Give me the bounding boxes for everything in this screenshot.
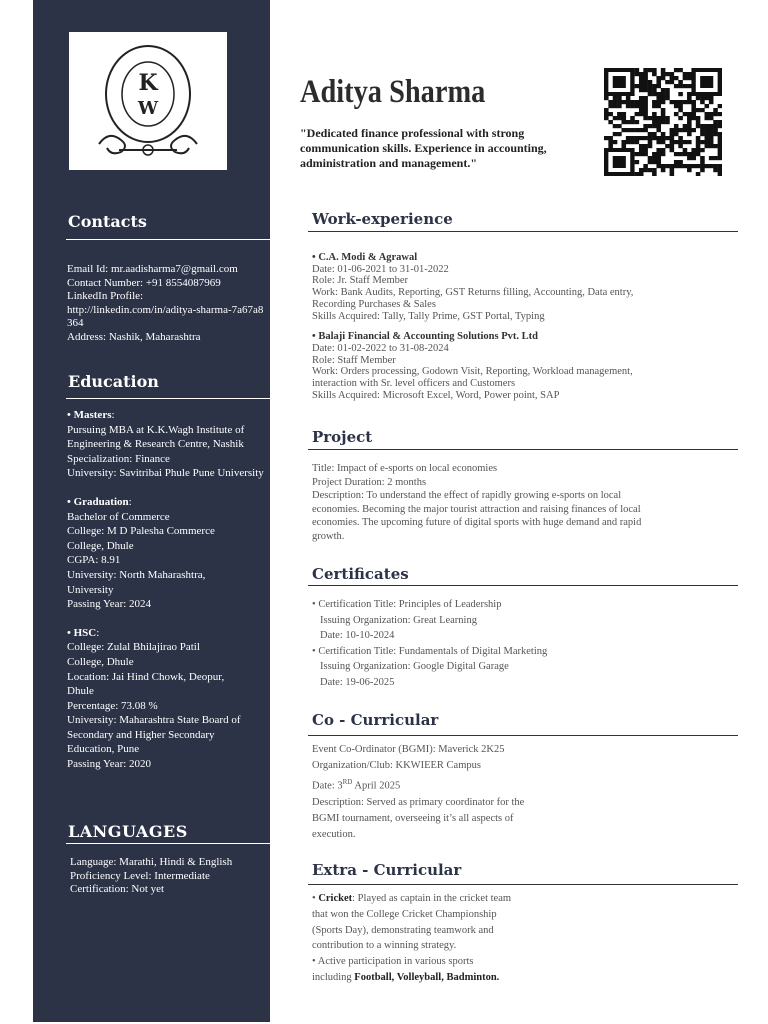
- work-heading: Work-experience: [312, 210, 453, 228]
- degree-title: Graduation: [73, 495, 129, 508]
- job-work: Work: Bank Audits, Reporting, GST Returns filling, Accounting, Data entry, Recording Purchases & Sales: [312, 287, 634, 310]
- certificates-heading: Certificates: [312, 565, 409, 583]
- org-text: Organization/Club: KKWIEER Campus: [312, 760, 481, 771]
- cocurricular-divider: [308, 735, 738, 736]
- edu-line: University: Maharashtra State Board of Secondary and Higher Secondary Education, Pune: [67, 714, 241, 756]
- event-date: Date: 3RD April 2025: [312, 778, 401, 792]
- language-line: Proficiency Level: Intermediate: [70, 869, 210, 882]
- event-description: Description: Served as primary coordinator for the BGMI tournament, overseeing it’s all aspects of execution.: [312, 796, 525, 840]
- edu-line: Specialization: Finance: [67, 452, 170, 465]
- cocurricular-block: [312, 742, 552, 843]
- degree-title: HSC: [73, 626, 97, 639]
- email-text: Email Id: mr.aadisharma7@gmail.com: [67, 263, 238, 275]
- profile-tagline: "Dedicated finance professional with strong communication skills. Experience in accounting, administration and management.": [300, 126, 547, 170]
- project-block: [312, 462, 662, 543]
- job-work: Work: Orders processing, Godown Visit, Reporting, Workload management, interaction with Sr. level officers and Customers: [312, 366, 633, 390]
- sports-list: Football, Volleyball, Badminton.: [354, 971, 500, 983]
- edu-line: Passing Year: 2020: [67, 758, 152, 771]
- edu-line: University: North Maharashtra, University: [67, 568, 206, 596]
- cert-date: Date: 19-06-2025: [320, 676, 395, 688]
- linkedin-link[interactable]: http://linkedin.com/in/aditya-sharma-7a67a8364: [67, 303, 264, 329]
- contacts-divider: [66, 239, 270, 240]
- svg-text:K: K: [138, 70, 158, 96]
- edu-line: University: Savitribai Phule Pune University: [67, 467, 264, 480]
- cert-date: Date: 10-10-2024: [320, 630, 395, 641]
- cert-title: Certification Title: Fundamentals of Digital Marketing: [318, 645, 548, 657]
- language-line: Certification: Not yet: [70, 883, 165, 895]
- work-block: [312, 252, 732, 410]
- edu-line: Location: Jai Hind Chowk, Deopur, Dhule: [67, 670, 225, 698]
- job-date: Date: 01-02-2022 to 31-08-2024: [312, 342, 449, 354]
- job-skills: Skills Acquired: Microsoft Excel, Word, Power point, SAP: [312, 389, 560, 401]
- cricket-text: : Played as captain in the cricket team that won the College Cricket Championship (Sports Day), demonstrating teamwork and contribution to a winning strategy.: [312, 893, 512, 952]
- event-text: Event Co-Ordinator (BGMI): Maverick 2K25: [312, 744, 505, 755]
- extracurricular-divider: [308, 884, 738, 885]
- sidebar: [33, 0, 270, 1022]
- education-entry-masters: • Masters: Pursuing MBA at K.K.Wagh Institute of Engineering & Research Centre, Nashik Specialization: Finance University: Savitribai Phule Pune University: [67, 408, 269, 481]
- contacts-block: [67, 263, 267, 344]
- work-divider: [308, 231, 738, 232]
- language-line: Language: Marathi, Hindi & English: [70, 856, 233, 868]
- project-heading: Project: [312, 428, 373, 446]
- sports-text: Active participation in various sports including: [312, 956, 474, 983]
- company-name: C.A. Modi & Agrawal: [318, 252, 418, 263]
- edu-line: Pursuing MBA at K.K.Wagh Institute of Engineering & Research Centre, Nashik: [67, 423, 245, 451]
- extracurricular-block: [312, 891, 512, 986]
- edu-line: CGPA: 8.91: [67, 554, 121, 567]
- emblem-icon: [69, 32, 227, 170]
- job-entry: • C.A. Modi & Agrawal Date: 01-06-2021 to 31-01-2022 Role: Jr. Staff Member Work: Bank Audits, Reporting, GST Returns filling, Accounting, Data entry, Recording Purchases & Sales Skills Acquired: Tally, Tally Prime, GST Portal, Typing: [312, 252, 732, 322]
- languages-heading: LANGUAGES: [68, 822, 188, 841]
- linkedin-label: LinkedIn Profile:: [67, 290, 144, 302]
- education-block: [67, 408, 269, 786]
- job-role: Role: Staff Member: [312, 354, 396, 366]
- project-divider: [308, 449, 738, 450]
- cert-title: Certification Title: Principles of Leadership: [318, 599, 502, 610]
- svg-text:W: W: [137, 98, 159, 119]
- cert-org: Issuing Organization: Great Learning: [320, 614, 477, 626]
- edu-line: Bachelor of Commerce: [67, 510, 170, 523]
- degree-title: Masters: [73, 409, 112, 421]
- languages-divider: [66, 843, 270, 844]
- job-role: Role: Jr. Staff Member: [312, 275, 409, 287]
- extracurricular-heading: Extra - Curricular: [312, 861, 462, 879]
- qr-code-icon[interactable]: [604, 68, 722, 176]
- education-heading: Education: [68, 372, 159, 391]
- cricket-item: • Cricket: Played as captain in the cricket team that won the College Cricket Championship (Sports Day), demonstrating teamwork and contribution to a winning strategy.: [312, 893, 512, 952]
- company-name: Balaji Financial & Accounting Solutions Pvt. Ltd: [318, 331, 538, 343]
- edu-line: College: Zulal Bhilajirao Patil College, Dhule: [67, 641, 200, 668]
- cert-org: Issuing Organization: Google Digital Garage: [320, 661, 509, 672]
- project-title: Title: Impact of e-sports on local economies: [312, 463, 498, 474]
- project-duration: Project Duration: 2 months: [312, 476, 427, 488]
- phone-text: Contact Number: +91 8554087969: [67, 276, 221, 289]
- certificates-block: • Certification Title: Principles of Leadership Issuing Organization: Great Learning Date: 10-10-2024 • Certification Title: Fundamentals of Digital Marketing Issuing Organization: Google Digital Garage Date: 19-06-2025: [312, 597, 732, 690]
- certificates-divider: [308, 585, 738, 586]
- education-entry-hsc: • HSC: College: Zulal Bhilajirao Patil College, Dhule Location: Jai Hind Chowk, Deopur, Dhule Percentage: 73.08 % University: Maharashtra State Board of Secondary and Higher Secondary Education, Pune Passing Year: 2020: [67, 626, 269, 772]
- languages-block: [70, 856, 270, 897]
- edu-line: Percentage: 73.08 %: [67, 699, 158, 712]
- project-description: Description: To understand the effect of rapidly growing e-sports on local economies. Becoming the major tourist attraction and raising finances of local economies. The upcoming future of digital sports with huge demand and rapid growth.: [312, 490, 642, 542]
- candidate-name: Aditya Sharma: [300, 74, 486, 110]
- contacts-heading: Contacts: [68, 212, 147, 231]
- education-divider: [66, 398, 270, 399]
- job-entry: • Balaji Financial & Accounting Solutions Pvt. Ltd Date: 01-02-2022 to 31-08-2024 Role: Staff Member Work: Orders processing, Godown Visit, Reporting, Workload management, interaction with Sr. level officers and Customers Skills Acquired: Microsoft Excel, Word, Power point, SAP: [312, 331, 732, 401]
- job-date: Date: 01-06-2021 to 31-01-2022: [312, 263, 449, 275]
- sports-item: • Active participation in various sports including Football, Volleyball, Badminton.: [312, 956, 500, 983]
- society-logo: [69, 32, 227, 170]
- cocurricular-heading: Co - Curricular: [312, 711, 439, 729]
- education-entry-graduation: • Graduation: Bachelor of Commerce College: M D Palesha Commerce College, Dhule CGPA: 8.91 University: North Maharashtra, University Passing Year: 2024: [67, 495, 269, 612]
- edu-line: Passing Year: 2024: [67, 598, 152, 611]
- job-skills: Skills Acquired: Tally, Tally Prime, GST Portal, Typing: [312, 310, 545, 322]
- cricket-label: Cricket: [318, 893, 353, 904]
- edu-line: College: M D Palesha Commerce College, Dhule: [67, 525, 215, 552]
- address-text: Address: Nashik, Maharashtra: [67, 330, 201, 343]
